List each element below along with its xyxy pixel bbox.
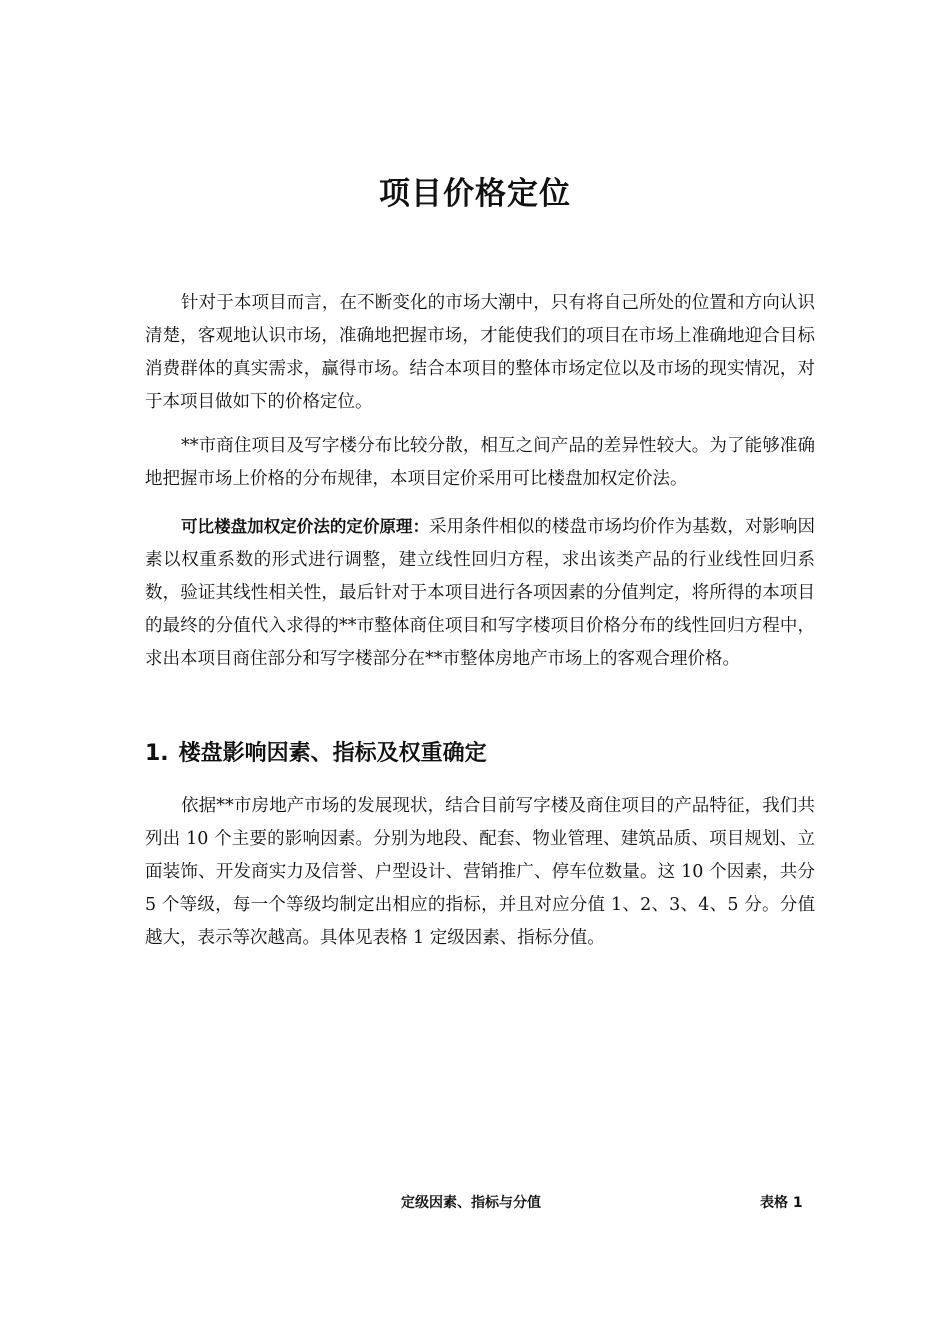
table-caption-label: 表格 1: [760, 1195, 803, 1211]
principle-lead: 可比楼盘加权定价法的定价原理：: [181, 517, 430, 536]
section-heading-text: 楼盘影响因素、指标及权重确定: [178, 741, 487, 766]
paragraph-intro: 针对于本项目而言，在不断变化的市场大潮中，只有将自己所处的位置和方向认识清楚，客观地认识市场，准确地把握市场，才能使我们的项目在市场上准确地迎合目标消费群体的真实需求，赢得市场。结合本项目的整体市场定位以及市场的现实情况，对于本项目做如下的价格定位。: [145, 293, 815, 412]
section-number: 1.: [145, 741, 169, 766]
principle-text: 采用条件相似的楼盘市场均价作为基数，对影响因素以权重系数的形式进行调整，建立线性回归方程，求出该类产品的行业线性回归系数，验证其线性相关性，最后针对于本项目进行各项因素的分值判定，将所得的本项目的最终的分值代入求得的**市整体商住项目和写字楼项目价格分布的线性回归方程中，求出本项目商住部分和写字楼部分在**市整体房地产市场上的客观合理价格。: [145, 517, 815, 669]
table-caption-title: 定级因素、指标与分值: [401, 1195, 541, 1211]
paragraph-factors: 依据**市房地产市场的发展现状，结合目前写字楼及商住项目的产品特征，我们共列出 10 个主要的影响因素。分别为地段、配套、物业管理、建筑品质、项目规划、立面装饰、开发商实力及信誉、户型设计、营销推广、停车位数量。这 10 个因素，共分 5 个等级，每一个等级均制定出相应的指标，并且对应分值 1、2、3、4、5 分。分值越大，表示等次越高。具体见表格 1 定级因素、指标分值。: [145, 796, 815, 948]
paragraph-method: **市商住项目及写字楼分布比较分散，相互之间产品的差异性较大。为了能够准确地把握市场上价格的分布规律，本项目定价采用可比楼盘加权定价法。: [145, 436, 815, 489]
page-title: 项目价格定位: [379, 176, 571, 212]
section-heading: [145, 738, 487, 770]
paragraph-principle: [145, 510, 815, 676]
